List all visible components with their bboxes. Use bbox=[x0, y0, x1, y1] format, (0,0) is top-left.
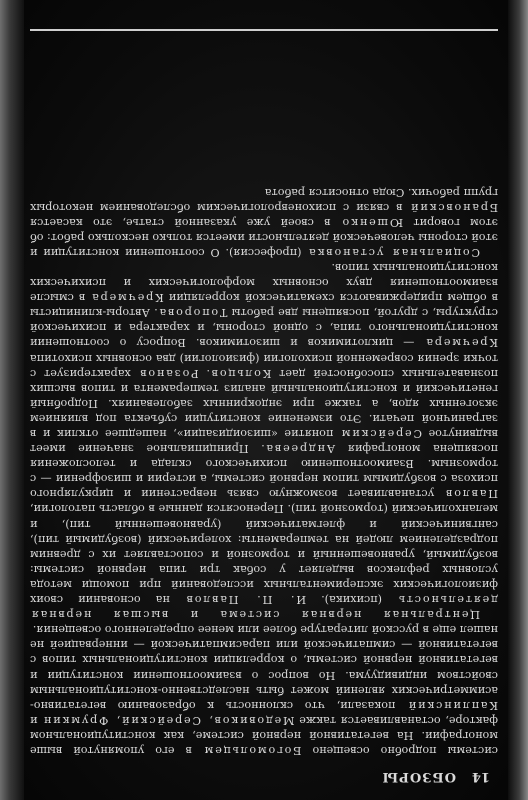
paragraph bbox=[30, 260, 498, 622]
spaced-name-text: Андреева bbox=[264, 442, 336, 456]
body-text: характеризует с точки зрения современной психологии (физиологии) два основных психотипа bbox=[30, 351, 498, 380]
spaced-name-text: Кольцов bbox=[209, 366, 272, 380]
spaced-name-text: Юшенко bbox=[340, 215, 404, 229]
spaced-name-text: Брановский bbox=[409, 200, 498, 214]
body-text: системы подробно освещено bbox=[301, 744, 498, 757]
page-edge-right bbox=[508, 0, 528, 800]
rotated-book-page bbox=[30, 12, 498, 788]
body-text: в его упомянутой выше монографии. На вегетативной нервной системе, как конституциональном факторе, останавливается также bbox=[30, 713, 498, 757]
body-text: . Авторы-клиницисты в общем придерживаются схематической корреляции bbox=[30, 291, 498, 320]
page-number: 14 bbox=[471, 769, 490, 784]
spaced-name-text: Богомольцем bbox=[202, 744, 302, 757]
page-bottom-rule bbox=[30, 29, 498, 31]
body-text: показали, что склонность к образованию вегетативно-асимметрических явлений может быть наследственно-конституциональным свойством индивидуума. Но вопрос о взаимоотношении конституции и вегетативной нервной системы, о корреляции конституциональных типов с вегетативной — симпатической или парасимпатической — иннервацией не нашел еще в русской литературе более или менее определенного освещения. bbox=[30, 623, 498, 712]
body-text: . Принципиальное значение имеет выдвинутое bbox=[29, 427, 498, 456]
body-text: — циклотимиков и шизотимиков. Вопросу о соотношении конституционального типа, с одной стороны, и характера и психической структуры, с другой, посвящены две работы bbox=[30, 306, 498, 350]
running-header bbox=[30, 762, 498, 788]
body-text: (психика). bbox=[306, 593, 398, 607]
spaced-name-text: Медовиков, Серейский, Фрумкин bbox=[42, 713, 295, 727]
spaced-name-text: Социальная установка bbox=[307, 245, 480, 259]
body-text: и bbox=[30, 713, 43, 727]
body-text: понятие «шизоидизации», нашедшее отклик и в заграничной печати. Это изменение конституции субъекта под влиянием экзогенных ядов, а также при эндокринных заболеваниях. Подробный генетический и конституциональный анализ темперамента и типов высших познавательных способностей дает bbox=[30, 366, 498, 441]
body-text: в связи с психоневрологическим обследованием некоторых групп рабочих. Сюда относится работа bbox=[30, 185, 498, 214]
running-title: ОБЗОРЫ bbox=[381, 769, 456, 784]
article-body bbox=[29, 185, 498, 758]
body-text: в смысле взаимоотношения двух основных морфологических и психических конституциональных типов. bbox=[30, 261, 498, 305]
body-text: в своей уже указанной статье, это касается bbox=[30, 215, 341, 229]
spaced-name-text: Павлов bbox=[444, 487, 498, 501]
page-edge-left bbox=[0, 0, 24, 800]
spaced-name-text: Каплинский bbox=[407, 698, 498, 712]
spaced-name-text: Центральная нервная система и высшая нервная деятельность bbox=[30, 593, 498, 622]
spaced-name-text: И. П. Павлов bbox=[184, 593, 307, 607]
spaced-name-text: Кречмера bbox=[90, 291, 164, 305]
body-text: (профессия). О соотношении конституции и этой стороны человеческой деятельности имеется только несколько работ: об этом говорит bbox=[30, 215, 498, 259]
spaced-name-text: Серейским bbox=[339, 427, 422, 441]
paragraph bbox=[30, 184, 498, 259]
spaced-name-text: Топорова bbox=[157, 306, 228, 320]
spaced-name-text: Розанов bbox=[138, 366, 199, 380]
body-text: . bbox=[198, 366, 210, 380]
body-text: устанавливает возможную связь неврастении и циркулярного психоза с возбудимым типом нервной системы, а истерии и шизофрении — с тормозным. Взаимоотношению психического склада и телосложения посвящена монография bbox=[30, 442, 498, 501]
spaced-name-text: Кречмера bbox=[424, 336, 498, 350]
body-text: на основании своих физиологических экспериментальных исследований при помощи метода условных рефлексов выделяет у собак три типа нервной системы: возбудимый, уравновешенный и тормозной и сопоставляет их с древним подразделением людей на темпераменты: холерический (возбудимый тип), сангвинический и флегматический (уравновешенный тип), и меланхолический (тормозной тип). Переносятся данные в область патологии, bbox=[30, 502, 498, 607]
paragraph bbox=[30, 622, 498, 758]
